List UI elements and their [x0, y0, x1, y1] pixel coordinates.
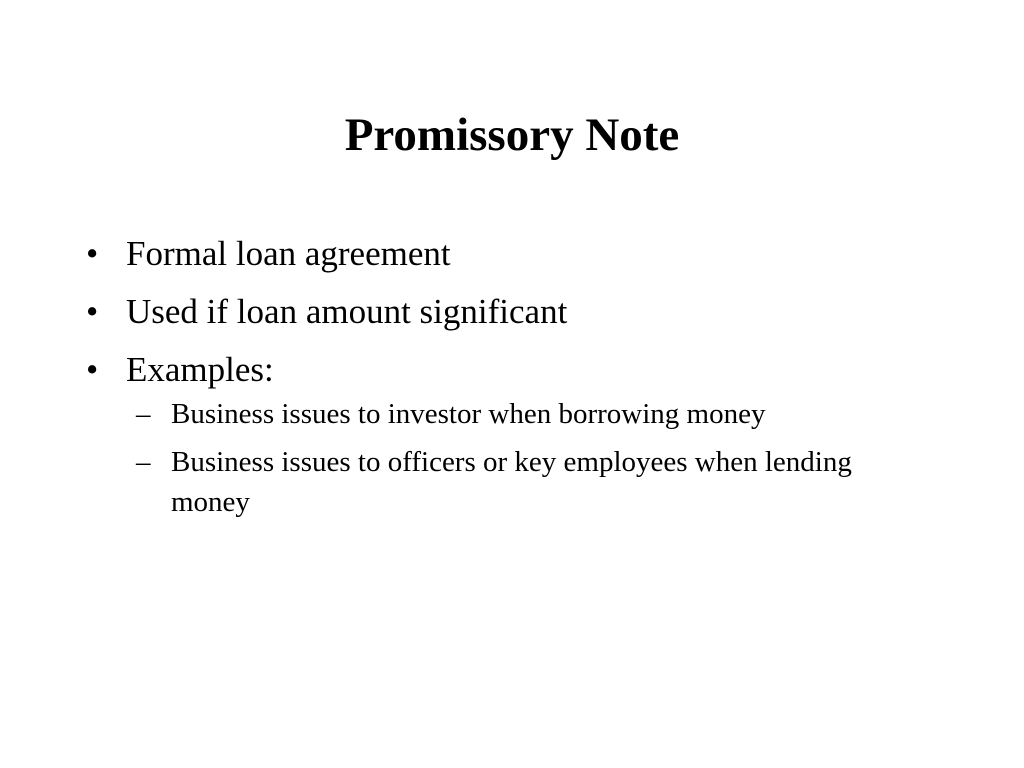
bullet-text: Examples:: [126, 350, 274, 389]
sub-bullet-marker: –: [136, 446, 151, 478]
bullet-list: [86, 228, 986, 530]
bullet-item: [86, 344, 986, 522]
sub-bullet-text: Business issues to officers or key employees when lending money: [171, 446, 852, 518]
bullet-marker: •: [86, 350, 99, 389]
sub-bullet-text: Business issues to investor when borrowing money: [171, 398, 766, 430]
bullet-text: Used if loan amount significant: [126, 292, 568, 331]
bullet-item: [86, 228, 986, 280]
bullet-text: Formal loan agreement: [126, 234, 451, 273]
sub-bullet-marker: –: [136, 398, 151, 430]
slide-title: Promissory Note: [344, 109, 680, 161]
sub-bullet-list: [126, 394, 986, 522]
sub-bullet-item: [126, 442, 871, 522]
bullet-marker: •: [86, 234, 99, 273]
sub-bullet-item: [126, 394, 871, 434]
bullet-marker: •: [86, 292, 99, 331]
bullet-item: [86, 286, 986, 338]
